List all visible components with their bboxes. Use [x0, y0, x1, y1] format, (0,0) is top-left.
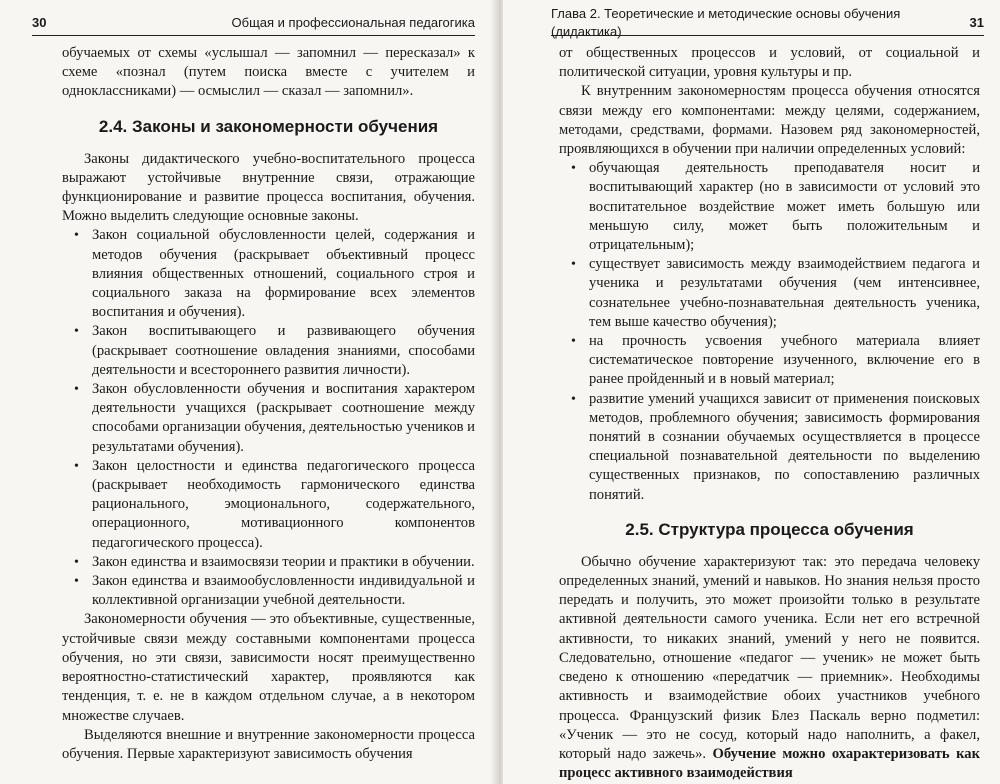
bullet-icon: • [74, 554, 79, 570]
left-intro-paragraph: обучаемых от схемы «услышал — запомнил — пересказал» к схеме «познал (путем поиска вместе с учителем и одноклассниками) — осмыслил — сказал — запомнил». [62, 45, 475, 100]
bullet-icon: • [571, 334, 576, 350]
bullet-icon: • [74, 382, 79, 398]
bullet-icon: • [571, 257, 576, 273]
bullet-icon: • [571, 161, 576, 177]
left-running-title: Общая и профессиональная педагогика [231, 15, 475, 30]
list-item-text: на прочность усвоения учебного материала влияет систематическое повторение изученного, включение его в ранее пройденный и в новый материал; [589, 333, 980, 388]
right-page-number: 31 [969, 15, 984, 30]
list-item [74, 572, 475, 610]
right-page [503, 0, 1000, 784]
right-running-head [551, 6, 984, 39]
bullet-icon: • [74, 324, 79, 340]
right-page-text [559, 44, 980, 783]
right-running-title: Глава 2. Теоретические и методические основы обучения (дидактика) [551, 6, 901, 39]
regularities-paragraph: Закономерности обучения — это объективные, существенные, устойчивые связи между составными компонентами процесса обучения, но эти связи, зависимости носят преимущественно вероятностно-статистический характер, проявляются как тенденция, т. е. не в каждом отдельном случае, а в некотором множестве случаев. [62, 611, 475, 724]
list-item-text: Закон единства и взаимосвязи теории и практики в обучении. [92, 553, 475, 570]
left-page [0, 0, 497, 784]
structure-paragraph [559, 553, 980, 783]
right-intro-paragraph: от общественных процессов и условий, от социальной и политической ситуации, уровня культуры и пр. [559, 45, 980, 81]
list-item [571, 255, 980, 332]
internal-regularities-paragraph: К внутренним закономерностям процесса обучения относятся связи между его компонентами: между целями, содержанием, методами, средствами, формами. Назовем ряд закономерностей, проявляющихся в обучении при наличии определенных условий: [559, 83, 980, 158]
bullet-icon: • [74, 458, 79, 474]
bullet-icon: • [74, 228, 79, 244]
list-item-text: существует зависимость между взаимодействием педагога и ученика и результатами обучения (чем интенсивнее, сознательнее учебно-познавательная деятельность ученика, тем выше качество обучения); [589, 256, 980, 330]
list-item [74, 457, 475, 553]
section-heading-2-5: 2.5. Структура процесса обучения [625, 519, 914, 539]
section-heading-2-4: 2.4. Законы и закономерности обучения [98, 116, 439, 136]
list-item-text: обучающая деятельность преподавателя носит и воспитывающий характер (но в зависимости от условий это воспитательное воздействие может иметь большую или меньшую силу, может быть положительным и отрицательным); [589, 160, 980, 254]
list-item-text: Закон воспитывающего и развивающего обучения (раскрывает соотношение овладения знаниями, способами деятельности и всестороннего развития личности). [92, 323, 475, 378]
list-item-text: Закон единства и взаимообусловленности индивидуальной и коллективной организации учебной деятельности. [92, 573, 475, 609]
list-item [74, 553, 475, 572]
external-internal-paragraph: Выделяются внешние и внутренние закономерности процесса обучения. Первые характеризуют зависимость обучения [62, 726, 475, 762]
left-page-number: 30 [32, 15, 47, 30]
list-item [74, 380, 475, 457]
list-item [571, 390, 980, 505]
bullet-icon: • [74, 574, 79, 590]
structure-paragraph-text: Обычно обучение характеризуют так: это передача человеку определенных знаний, умений и навыков. Но знания нельзя просто передать и получить, это может произойти только в результате активной деятельности самого ученика. Если нет его встречной активности, то никаких знаний, умений у него не появится. Следовательно, отношение «педагог — ученик» не может быть сведено к отношению «передатчик — приемник». Необходимы активность и взаимодействие обоих участников учебного процесса. Французский физик Блез Паскаль верно подметил: «Ученик — это не сосуд, который надо наполнить, а факел, который надо зажечь». [559, 553, 980, 762]
list-item [74, 226, 475, 322]
bullet-icon: • [571, 391, 576, 407]
structure-paragraph-bold: Обучение можно охарактеризовать как процесс активного взаимодействия [559, 745, 980, 782]
laws-intro-paragraph: Законы дидактического учебно-воспитательного процесса выражают устойчивые внутренние связи, отражающие функционирование и развитие процесса воспитания, обучения. Можно выделить следующие основные законы. [62, 150, 475, 225]
regularities-list [559, 159, 980, 505]
list-item-text: Закон социальной обусловленности целей, содержания и методов обучения (раскрывает объективный процесс влияния общественных отношений, социального строя и социального заказа на формирование всех элементов воспитания и обучения). [92, 227, 475, 321]
left-page-text [62, 44, 475, 764]
list-item-text: развитие умений учащихся зависит от применения поисковых методов, проблемного обучения; зависимость формирования понятий в сознании обучаемых осуществляется в процессе специальной познавательной деятельности по выделению существенных признаков, по сопоставлению различных понятий. [589, 390, 980, 503]
list-item-text: Закон целостности и единства педагогического процесса (раскрывает необходимость гармонического единства рационального, эмоционального, содержательного, операционного, мотивационного компонентов педагогического процесса). [92, 457, 475, 551]
list-item [74, 322, 475, 380]
left-running-head [32, 14, 475, 36]
list-item [571, 159, 980, 255]
list-item-text: Закон обусловленности обучения и воспитания характером деятельности учащихся (раскрывает соотношение между способами организации обучения, деятельностью учеников и результатами обучения). [92, 381, 475, 455]
laws-list [62, 226, 475, 610]
list-item [571, 332, 980, 390]
